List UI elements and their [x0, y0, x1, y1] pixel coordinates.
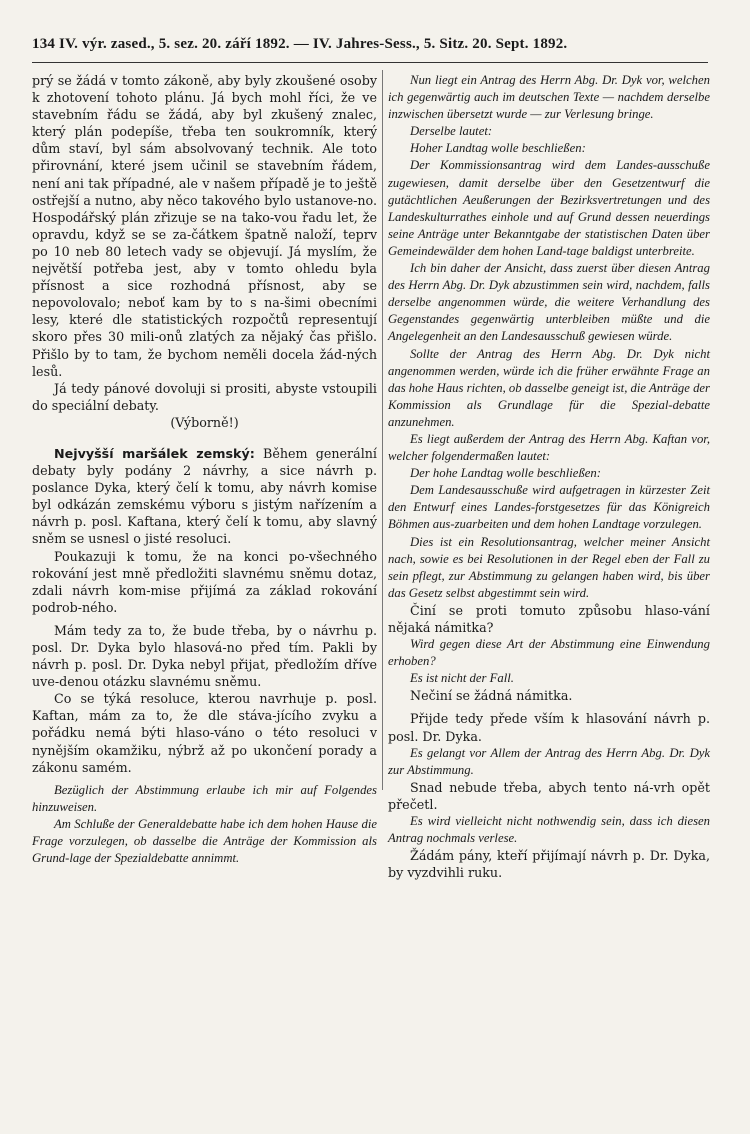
paragraph: Am Schluße der Generaldebatte habe ich dem hohen Hause die Frage vorzulegen, ob dasselbe die Anträge der Kommission als Grund-lage der Spezialdebatte annimmt.	[32, 816, 377, 866]
paragraph: Nečiní se žádná námitka.	[410, 688, 573, 704]
column-divider	[382, 70, 383, 790]
paragraph: Dem Landesausschuße wird aufgetragen in kürzester Zeit den Entwurf eines Landes-forstgesetzes für das Königreich Böhmen aus-zuarbeiten und dem hohen Landtage vorzulegen.	[388, 483, 710, 532]
paragraph: Já tedy pánové dovoluji si prositi, abyste vstoupili do speciální debaty.	[32, 380, 377, 413]
paragraph: Der hohe Landtag wolle beschließen:	[410, 466, 601, 481]
paragraph: Dies ist ein Resolutionsantrag, welcher meiner Ansicht nach, sowie es bei Resolutionen in der Regel eben der Fall zu sein pflegt, zur Abstimmung zu gelangen haben wird, bis über das Gesetz selbst abgestimmt sein wird.	[388, 534, 710, 600]
paragraph: Sollte der Antrag des Herrn Abg. Dr. Dyk nicht angenommen werden, würde ich die früher erwähnte Frage an das hohe Haus richten, ob dasselbe geneigt ist, die Anträge der Kommission als Grundlage für die Spezial-debatte anzunehmen.	[388, 346, 710, 429]
paragraph: Der Kommissionsantrag wird dem Landes-ausschuße zugewiesen, damit derselbe über den Gesetzentwurf die gutächtlichen Aeußerungen der Bezirksvertretungen und des Landeskulturrathes einhole und auf Grund dessen neuerdings seine Anträge unter Bekanntgabe der statistischen Daten über Gemeindewälder dem hohen Land-tage baldigst unterbreite.	[388, 158, 710, 258]
paragraph: Co se týká resoluce, kterou navrhuje p. posl. Kaftan, mám za to, že dle stáva-jícího zvyku a pořádku nemá býti hlaso-váno o této resoluci v nynějším okamžiku, nýbrž až po ukončení porady a zákonu samém.	[32, 691, 377, 775]
page-header: 134 IV. výr. zased., 5. sez. 20. září 1892. — IV. Jahres-Sess., 5. Sitz. 20. Sept. 1892.	[32, 36, 568, 52]
paragraph: Hoher Landtag wolle beschließen:	[410, 141, 586, 156]
paragraph: Derselbe lautet:	[410, 124, 493, 139]
paragraph: Snad nebude třeba, abych tento ná-vrh opět přečetl.	[388, 779, 710, 812]
speaker-paragraph	[32, 445, 377, 548]
paragraph: Žádám pány, kteří přijímají návrh p. Dr. Dyka, by vyzdvihli ruku.	[388, 848, 710, 881]
left-column	[32, 72, 377, 867]
paragraph: Mám tedy za to, že bude třeba, by o návrhu p. posl. Dr. Dyka bylo hlasová-no před tím. Pakli by návrh p. posl. Dr. Dyka nebyl přijat, předložím dříve uve-denou otázku slavnému sněmu.	[32, 622, 377, 690]
speaker-text: Během generální debaty byly podány 2 návrhy, a sice návrh p. poslance Dyka, který čelí k tomu, aby návrh komise byl odkázán zemskému výboru s jistým nařízením a návrh p. posl. Kaftana, který čelí k tomu, aby slavný sněm se usnesl o jisté resoluci.	[32, 445, 377, 547]
paragraph: Ich bin daher der Ansicht, dass zuerst über diesen Antrag des Herrn Abg. Dr. Dyk abzustimmen sein wird, nachdem, falls derselbe angenommen würde, die weitere Verhandlung des Gegenstandes gegenwärtig unterbleiben müßte und die Angelegenheit an den Landesausschuß gewiesen würde.	[388, 261, 710, 344]
paragraph: Es liegt außerdem der Antrag des Herrn Abg. Kaftan vor, welcher folgendermaßen lautet:	[388, 431, 710, 464]
paragraph: Poukazuji k tomu, že na konci po-všechného rokování jest mně předložiti slavnému sněmu dotaz, zdali návrh kom-mise přijímá za základ rokování podrob-ného.	[32, 548, 377, 615]
right-column	[388, 72, 710, 881]
paragraph: Bezüglich der Abstimmung erlaube ich mir auf Folgendes hinzuweisen.	[32, 782, 377, 814]
paragraph: Přijde tedy přede vším k hlasování návrh p. posl. Dr. Dyka.	[388, 711, 710, 744]
paragraph: Es ist nicht der Fall.	[410, 671, 514, 686]
paragraph: Nun liegt ein Antrag des Herrn Abg. Dr. Dyk vor, welchen ich gegenwärtig auch im deutschen Texte — nachdem derselbe inzwischen übersetzt wurde — zur Verlesung bringe.	[388, 73, 710, 122]
paragraph: Činí se proti tomuto způsobu hlaso-vání nějaká námitka?	[388, 602, 710, 635]
paragraph: Es gelangt vor Allem der Antrag des Herrn Abg. Dr. Dyk zur Abstimmung.	[388, 745, 710, 777]
paragraph: Es wird vielleicht nicht nothwendig sein, dass ich diesen Antrag nochmals verlese.	[388, 814, 710, 846]
paragraph: Wird gegen diese Art der Abstimmung eine Einwendung erhoben?	[388, 637, 710, 669]
paragraph: prý se žádá v tomto zákoně, aby byly zkoušené osoby k zhotovení tohoto plánu. Já bych mohl říci, že ve stavebním řádu se žádá, aby byl zkušený znalec, který plán podepíše, třeba ten soukromník, který dům staví, byl sám absolvovaný technik. Ale toto přirovnání, které jsem učinil se stavebním řádem, není ani tak případné, ale v našem případě je to ještě ostřejší a nutno, aby něco takového bylo ustanove-no. Hospodářský plán zřizuje se na tako-vou řadu let, že opravdu, když se se za-čátkem špatně naloží, teprv po 10 neb 80 letech vady se objevují. Já myslím, že největší potřeba jest, aby v tomto ohledu byla přísnost a sice rozhodná přísnost, aby se nepovolovalo; neboť kam by to s na-šimi obecními lesy, které dle statistických rozpočtů representují skoro přes 30 mili-onů zlatých za nějaký čas přišlo. Přišlo by to tam, že bychom neměli docela žád-ných lesů.	[32, 73, 377, 379]
speaker-name: Nejvyšší maršálek zemský:	[54, 445, 255, 461]
applause-note: (Výborně!)	[170, 414, 239, 430]
header-rule	[32, 62, 708, 63]
